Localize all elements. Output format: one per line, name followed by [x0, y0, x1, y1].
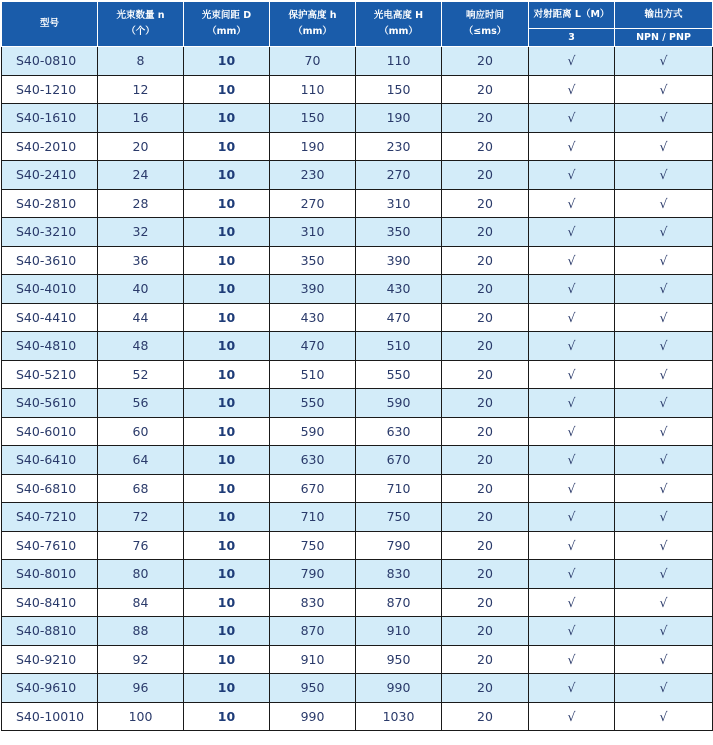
cell-protect-height: 550	[270, 389, 356, 418]
cell-beam-spacing: 10	[184, 360, 270, 389]
cell-beam-count: 28	[98, 189, 184, 218]
cell-beam-count: 60	[98, 417, 184, 446]
cell-response-time: 20	[442, 161, 529, 190]
cell-response-time: 20	[442, 503, 529, 532]
cell-output-check: √	[615, 104, 713, 133]
cell-model: S40-6810	[2, 474, 98, 503]
cell-beam-count: 52	[98, 360, 184, 389]
cell-protect-height: 710	[270, 503, 356, 532]
header-output: 输出方式	[615, 2, 713, 29]
header-protect-height: 保护高度 h （mm）	[270, 2, 356, 47]
cell-model: S40-4410	[2, 303, 98, 332]
spec-table	[1, 1, 713, 731]
cell-output-check: √	[615, 132, 713, 161]
cell-output-check: √	[615, 617, 713, 646]
cell-response-time: 20	[442, 417, 529, 446]
table-row	[2, 389, 713, 418]
cell-distance-check: √	[529, 474, 615, 503]
cell-optical-height: 910	[356, 617, 442, 646]
cell-protect-height: 830	[270, 588, 356, 617]
cell-output-check: √	[615, 47, 713, 76]
cell-optical-height: 750	[356, 503, 442, 532]
cell-response-time: 20	[442, 132, 529, 161]
table-row	[2, 617, 713, 646]
cell-beam-spacing: 10	[184, 674, 270, 703]
cell-response-time: 20	[442, 218, 529, 247]
cell-response-time: 20	[442, 531, 529, 560]
cell-optical-height: 790	[356, 531, 442, 560]
cell-output-check: √	[615, 303, 713, 332]
cell-beam-spacing: 10	[184, 161, 270, 190]
table-row	[2, 218, 713, 247]
header-distance: 对射距离 L（M）	[529, 2, 615, 29]
header-output-value: NPN / PNP	[615, 29, 713, 47]
cell-distance-check: √	[529, 645, 615, 674]
cell-beam-count: 72	[98, 503, 184, 532]
cell-output-check: √	[615, 560, 713, 589]
table-header	[2, 2, 713, 47]
cell-protect-height: 590	[270, 417, 356, 446]
cell-beam-count: 80	[98, 560, 184, 589]
cell-response-time: 20	[442, 246, 529, 275]
cell-distance-check: √	[529, 275, 615, 304]
cell-beam-spacing: 10	[184, 645, 270, 674]
cell-distance-check: √	[529, 47, 615, 76]
cell-protect-height: 310	[270, 218, 356, 247]
cell-beam-count: 84	[98, 588, 184, 617]
cell-optical-height: 590	[356, 389, 442, 418]
cell-beam-spacing: 10	[184, 474, 270, 503]
cell-optical-height: 710	[356, 474, 442, 503]
cell-output-check: √	[615, 389, 713, 418]
cell-model: S40-4010	[2, 275, 98, 304]
cell-beam-count: 92	[98, 645, 184, 674]
cell-optical-height: 150	[356, 75, 442, 104]
cell-response-time: 20	[442, 189, 529, 218]
cell-distance-check: √	[529, 417, 615, 446]
cell-beam-count: 88	[98, 617, 184, 646]
table-row	[2, 702, 713, 731]
cell-beam-count: 44	[98, 303, 184, 332]
cell-response-time: 20	[442, 332, 529, 361]
cell-model: S40-8010	[2, 560, 98, 589]
table-row	[2, 446, 713, 475]
cell-distance-check: √	[529, 446, 615, 475]
cell-model: S40-5210	[2, 360, 98, 389]
cell-beam-spacing: 10	[184, 246, 270, 275]
header-distance-value: 3	[529, 29, 615, 47]
table-body	[2, 47, 713, 731]
cell-response-time: 20	[442, 360, 529, 389]
cell-protect-height: 430	[270, 303, 356, 332]
cell-optical-height: 390	[356, 246, 442, 275]
cell-optical-height: 670	[356, 446, 442, 475]
cell-distance-check: √	[529, 104, 615, 133]
cell-distance-check: √	[529, 503, 615, 532]
cell-optical-height: 350	[356, 218, 442, 247]
cell-beam-count: 32	[98, 218, 184, 247]
cell-protect-height: 190	[270, 132, 356, 161]
cell-protect-height: 350	[270, 246, 356, 275]
header-model: 型号	[2, 2, 98, 47]
cell-optical-height: 1030	[356, 702, 442, 731]
table-row	[2, 75, 713, 104]
cell-output-check: √	[615, 161, 713, 190]
cell-output-check: √	[615, 246, 713, 275]
cell-response-time: 20	[442, 674, 529, 703]
cell-protect-height: 230	[270, 161, 356, 190]
cell-protect-height: 630	[270, 446, 356, 475]
cell-protect-height: 510	[270, 360, 356, 389]
cell-protect-height: 670	[270, 474, 356, 503]
table-row	[2, 588, 713, 617]
cell-response-time: 20	[442, 474, 529, 503]
cell-optical-height: 470	[356, 303, 442, 332]
table-row	[2, 104, 713, 133]
cell-response-time: 20	[442, 303, 529, 332]
cell-protect-height: 950	[270, 674, 356, 703]
cell-response-time: 20	[442, 389, 529, 418]
cell-output-check: √	[615, 645, 713, 674]
cell-distance-check: √	[529, 189, 615, 218]
cell-beam-spacing: 10	[184, 560, 270, 589]
cell-output-check: √	[615, 332, 713, 361]
cell-model: S40-1210	[2, 75, 98, 104]
cell-model: S40-5610	[2, 389, 98, 418]
header-optical-height: 光电高度 H （mm）	[356, 2, 442, 47]
table-row	[2, 332, 713, 361]
cell-beam-count: 24	[98, 161, 184, 190]
cell-distance-check: √	[529, 132, 615, 161]
cell-optical-height: 510	[356, 332, 442, 361]
cell-distance-check: √	[529, 360, 615, 389]
cell-model: S40-1610	[2, 104, 98, 133]
cell-protect-height: 990	[270, 702, 356, 731]
cell-distance-check: √	[529, 161, 615, 190]
cell-optical-height: 550	[356, 360, 442, 389]
cell-beam-count: 8	[98, 47, 184, 76]
cell-beam-count: 56	[98, 389, 184, 418]
table-row	[2, 303, 713, 332]
cell-beam-spacing: 10	[184, 132, 270, 161]
cell-model: S40-2410	[2, 161, 98, 190]
table-row	[2, 132, 713, 161]
cell-beam-spacing: 10	[184, 75, 270, 104]
cell-protect-height: 910	[270, 645, 356, 674]
cell-model: S40-7210	[2, 503, 98, 532]
cell-distance-check: √	[529, 674, 615, 703]
cell-distance-check: √	[529, 560, 615, 589]
cell-model: S40-2810	[2, 189, 98, 218]
cell-output-check: √	[615, 75, 713, 104]
cell-optical-height: 950	[356, 645, 442, 674]
cell-model: S40-3210	[2, 218, 98, 247]
cell-beam-count: 20	[98, 132, 184, 161]
cell-response-time: 20	[442, 560, 529, 589]
cell-output-check: √	[615, 474, 713, 503]
cell-model: S40-6010	[2, 417, 98, 446]
cell-model: S40-10010	[2, 702, 98, 731]
cell-distance-check: √	[529, 389, 615, 418]
cell-output-check: √	[615, 275, 713, 304]
cell-protect-height: 70	[270, 47, 356, 76]
cell-response-time: 20	[442, 588, 529, 617]
table-row	[2, 474, 713, 503]
cell-beam-count: 48	[98, 332, 184, 361]
cell-beam-count: 40	[98, 275, 184, 304]
cell-model: S40-6410	[2, 446, 98, 475]
cell-beam-spacing: 10	[184, 218, 270, 247]
cell-optical-height: 270	[356, 161, 442, 190]
cell-response-time: 20	[442, 645, 529, 674]
cell-optical-height: 110	[356, 47, 442, 76]
cell-optical-height: 310	[356, 189, 442, 218]
cell-beam-spacing: 10	[184, 104, 270, 133]
cell-response-time: 20	[442, 104, 529, 133]
table-row	[2, 360, 713, 389]
cell-optical-height: 430	[356, 275, 442, 304]
cell-output-check: √	[615, 189, 713, 218]
table-row	[2, 674, 713, 703]
header-beam-spacing: 光束间距 D （mm）	[184, 2, 270, 47]
cell-protect-height: 150	[270, 104, 356, 133]
cell-model: S40-8410	[2, 588, 98, 617]
cell-protect-height: 790	[270, 560, 356, 589]
cell-distance-check: √	[529, 332, 615, 361]
cell-beam-spacing: 10	[184, 303, 270, 332]
cell-distance-check: √	[529, 218, 615, 247]
cell-output-check: √	[615, 702, 713, 731]
table-row	[2, 417, 713, 446]
cell-output-check: √	[615, 674, 713, 703]
cell-beam-count: 64	[98, 446, 184, 475]
cell-response-time: 20	[442, 617, 529, 646]
cell-output-check: √	[615, 360, 713, 389]
cell-distance-check: √	[529, 75, 615, 104]
cell-beam-spacing: 10	[184, 446, 270, 475]
cell-protect-height: 470	[270, 332, 356, 361]
cell-optical-height: 230	[356, 132, 442, 161]
cell-beam-count: 100	[98, 702, 184, 731]
cell-protect-height: 270	[270, 189, 356, 218]
table-row	[2, 645, 713, 674]
cell-beam-spacing: 10	[184, 189, 270, 218]
cell-response-time: 20	[442, 47, 529, 76]
cell-beam-spacing: 10	[184, 417, 270, 446]
cell-model: S40-4810	[2, 332, 98, 361]
cell-optical-height: 630	[356, 417, 442, 446]
cell-optical-height: 190	[356, 104, 442, 133]
cell-distance-check: √	[529, 246, 615, 275]
table-row	[2, 560, 713, 589]
cell-output-check: √	[615, 503, 713, 532]
cell-beam-spacing: 10	[184, 702, 270, 731]
cell-optical-height: 870	[356, 588, 442, 617]
cell-beam-spacing: 10	[184, 47, 270, 76]
cell-output-check: √	[615, 417, 713, 446]
cell-protect-height: 110	[270, 75, 356, 104]
cell-response-time: 20	[442, 275, 529, 304]
cell-distance-check: √	[529, 303, 615, 332]
cell-output-check: √	[615, 446, 713, 475]
cell-response-time: 20	[442, 702, 529, 731]
table-row	[2, 503, 713, 532]
cell-model: S40-3610	[2, 246, 98, 275]
cell-model: S40-7610	[2, 531, 98, 560]
cell-beam-spacing: 10	[184, 531, 270, 560]
cell-model: S40-9610	[2, 674, 98, 703]
cell-protect-height: 750	[270, 531, 356, 560]
table-row	[2, 47, 713, 76]
table-row	[2, 161, 713, 190]
cell-optical-height: 990	[356, 674, 442, 703]
header-response-time: 响应时间 （≤ms）	[442, 2, 529, 47]
cell-distance-check: √	[529, 531, 615, 560]
cell-protect-height: 870	[270, 617, 356, 646]
table-row	[2, 275, 713, 304]
cell-output-check: √	[615, 218, 713, 247]
cell-model: S40-8810	[2, 617, 98, 646]
cell-beam-spacing: 10	[184, 332, 270, 361]
cell-beam-count: 76	[98, 531, 184, 560]
table-row	[2, 189, 713, 218]
cell-response-time: 20	[442, 75, 529, 104]
cell-beam-spacing: 10	[184, 503, 270, 532]
cell-model: S40-2010	[2, 132, 98, 161]
table-row	[2, 531, 713, 560]
cell-optical-height: 830	[356, 560, 442, 589]
cell-response-time: 20	[442, 446, 529, 475]
cell-distance-check: √	[529, 702, 615, 731]
cell-beam-count: 12	[98, 75, 184, 104]
cell-beam-spacing: 10	[184, 389, 270, 418]
cell-beam-count: 68	[98, 474, 184, 503]
table-row	[2, 246, 713, 275]
cell-model: S40-0810	[2, 47, 98, 76]
cell-output-check: √	[615, 588, 713, 617]
cell-protect-height: 390	[270, 275, 356, 304]
cell-beam-spacing: 10	[184, 588, 270, 617]
cell-distance-check: √	[529, 588, 615, 617]
cell-beam-count: 36	[98, 246, 184, 275]
cell-model: S40-9210	[2, 645, 98, 674]
cell-distance-check: √	[529, 617, 615, 646]
cell-beam-count: 96	[98, 674, 184, 703]
header-beam-count: 光束数量 n （个）	[98, 2, 184, 47]
cell-beam-spacing: 10	[184, 275, 270, 304]
cell-beam-count: 16	[98, 104, 184, 133]
cell-output-check: √	[615, 531, 713, 560]
cell-beam-spacing: 10	[184, 617, 270, 646]
